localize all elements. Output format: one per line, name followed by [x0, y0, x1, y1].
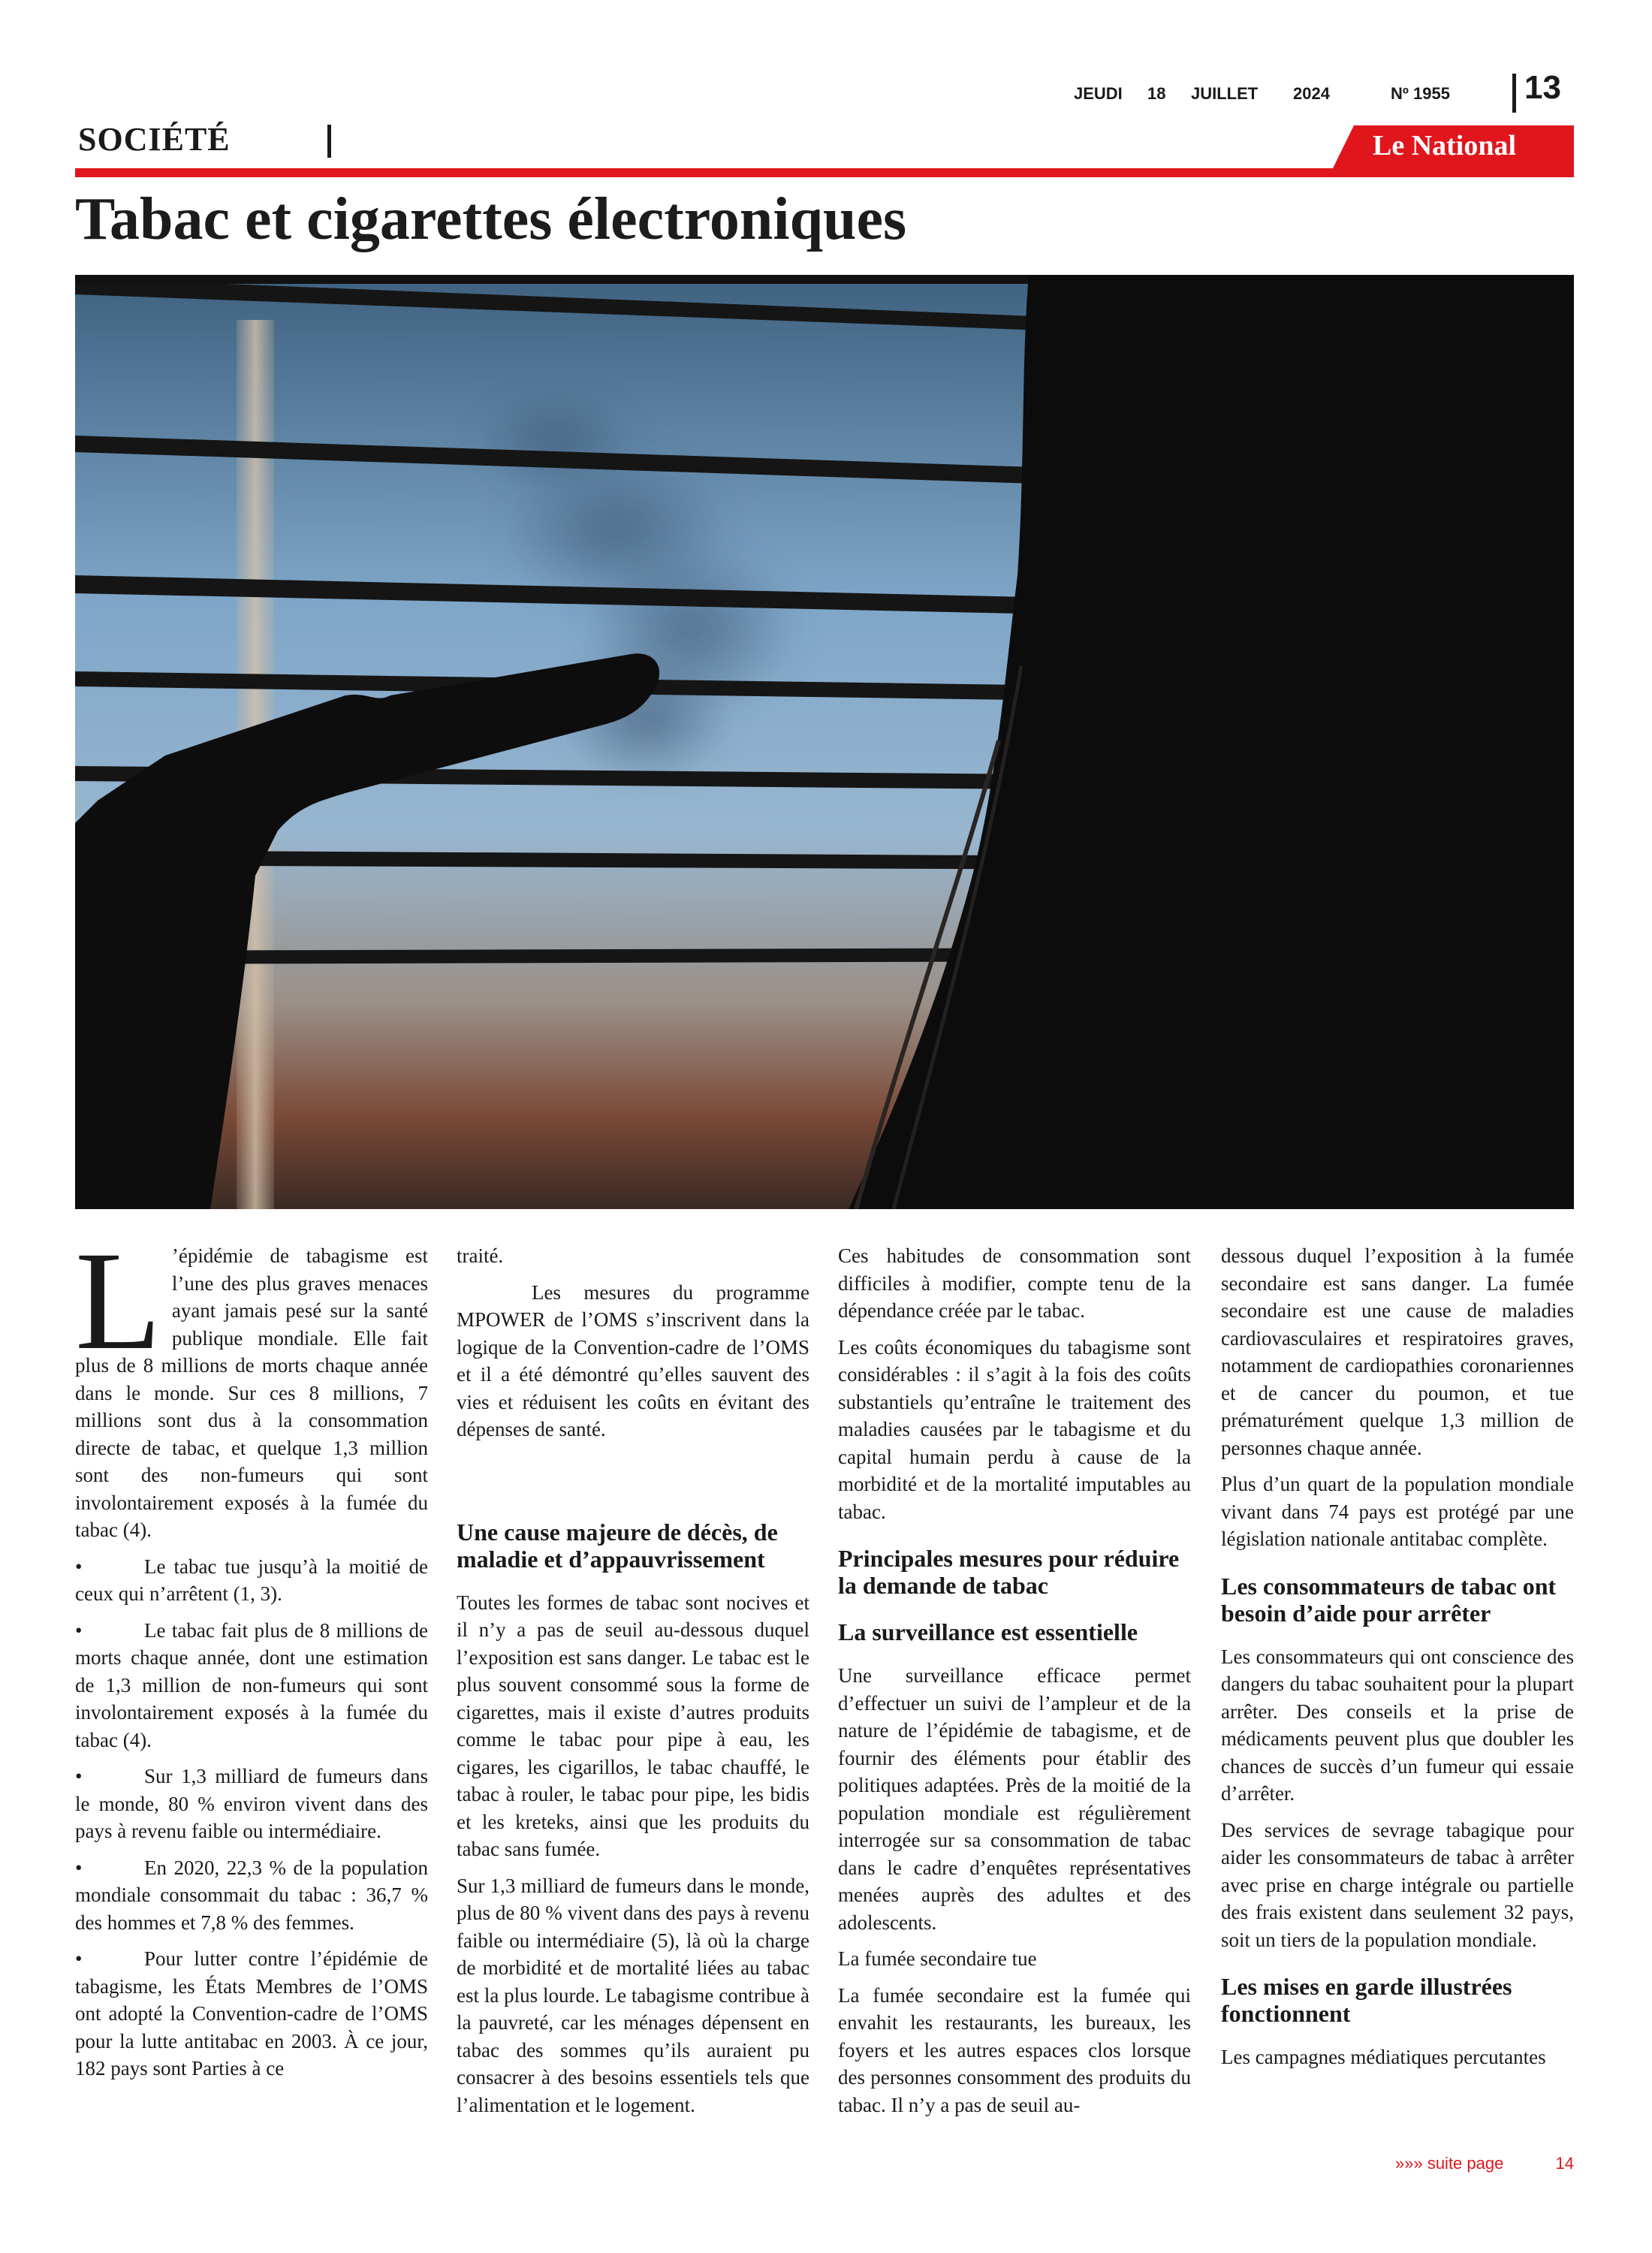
bullet-icon: • [75, 1856, 83, 1879]
article-column-2 [457, 1242, 809, 2128]
subheading: Les consommateurs de tabac ont besoin d’aide pour arrêter [1221, 1572, 1557, 1627]
paragraph: Des services de sevrage tabagique pour aider les consommateurs de tabac à arrêter avec prise en charge intégrale ou partielle des frais existent dans seulement 32 pays, soit un tiers de la population mondiale. [1221, 1818, 1574, 1951]
date-number: 18 [1147, 84, 1166, 103]
bullet-item: • Pour lutter contre l’épidémie de tabagisme, les États Membres de l’OMS ont adopté la Convention-cadre de l’OMS pour la lutte antitabac en 2003. À ce jour, 182 pays sont Parties à ce [75, 1945, 428, 2083]
article-column-3 [838, 1242, 1191, 2128]
continued-page-number: 14 [1555, 2154, 1574, 2173]
article-column-4 [1221, 1242, 1574, 2080]
paragraph: Ces habitudes de consommation sont difficiles à modifier, compte tenu de la dépendance créée par le tabac. [838, 1244, 1191, 1322]
paragraph: Sur 1,3 milliard de fumeurs dans le monde, plus de 80 % vivent dans des pays à revenu faible ou intermédiaire (5), là où la charge de morbidité et de mortalité liées au tabac est la plus lourde. Le tabagisme contribue à la pauvreté, car les ménages dépensent en tabac des sommes qu’ils auraient pu consacrer à des besoins essentiels tels que l’alimentation et le logement. [457, 1874, 809, 2116]
header-rule [75, 168, 1574, 177]
newspaper-brand: Le National [1373, 130, 1517, 161]
paragraph: La fumée secondaire tue [838, 1947, 1037, 1970]
issue-date [1051, 84, 1517, 110]
date-month: JUILLET [1191, 84, 1259, 103]
bullet-item: • Sur 1,3 milliard de fumeurs dans le monde, 80 % environ vivent dans des pays à revenu faible ou intermédiaire. [75, 1763, 428, 1845]
page-number-divider [1512, 74, 1516, 113]
continued-label: »»» suite page [1395, 2154, 1504, 2173]
page-number: 13 [1524, 69, 1561, 106]
bullet-item: • Le tabac tue jusqu’à la moitié de ceux qui n’arrêtent (1, 3). [75, 1553, 428, 1608]
subheading: Une cause majeure de décès, de maladie et d’appauvrissement [457, 1518, 778, 1573]
paragraph: La fumée secondaire est la fumée qui envahit les restaurants, les bureaux, les foyers et les autres espaces clos lorsque des personnes consomment des produits du tabac. Il n’y a pas de seuil au- [838, 1983, 1191, 2116]
paragraph: dessous duquel l’exposition à la fumée secondaire est sans danger. La fumée secondaire est une cause de maladies cardiovasculaires et respiratoires graves, notamment de cardiopathies coronariennes et de cancer du poumon, et tue prématurément quelque 1,3 million de personnes chaque année. [1221, 1244, 1574, 1459]
intro-text: ’épidémie de tabagisme est l’une des plus graves menaces ayant jamais pesé sur la santé publique mondiale. Elle fait plus de 8 millions de morts chaque année dans le monde. Sur ces 8 millions, 7 millions sont dus à la consommation directe de tabac, et quelque 1,3 million sont des non-fumeurs qui sont involontairement exposés à la fumée du tabac (4). [75, 1244, 428, 1541]
intro-paragraph [75, 1222, 428, 1544]
date-year: 2024 [1293, 84, 1330, 103]
subheading: La surveillance est essentielle [838, 1618, 1138, 1645]
article-photo [75, 275, 1574, 1209]
subheading: Les mises en garde illustrées fonctionnent [1221, 1973, 1512, 2027]
paragraph: Les consommateurs qui ont conscience des dangers du tabac souhaitent pour la plupart arrêter. Des conseils et la prise de médicaments peuvent plus que doubler les chances de succès d’un fumeur qui essaie d’arrêter. [1221, 1645, 1574, 1805]
date-day: JEUDI [1074, 84, 1123, 103]
paragraph: Une surveillance efficace permet d’effectuer un suivi de l’ampleur et de la nature de l’épidémie de tabagisme, et de fournir des éléments pour établir des politiques adaptées. Près de la moitié de la population mondiale est régulièrement interrogée sur sa consommation de tabac dans le cadre d’enquêtes représentatives menées auprès des adultes et des adolescents. [838, 1664, 1191, 1934]
paragraph: Les mesures du programme MPOWER de l’OMS s’inscrivent dans la logique de la Convention-cadre de l’OMS et il a été démontré qu’elles sauvent des vies et réduisent les coûts en évitant des dépenses de santé. [457, 1280, 809, 1440]
rubric-divider [327, 125, 331, 158]
bullet-item: • Le tabac fait plus de 8 millions de morts chaque année, dont une estimation de 1,3 million de non-fumeurs qui sont involontairement exposés à la fumée du tabac (4). [75, 1617, 428, 1754]
drop-cap: L [75, 1222, 161, 1379]
article-column-1 [75, 1222, 428, 2092]
issue-number: Nº 1955 [1391, 84, 1450, 103]
bullet-icon: • [75, 1555, 83, 1578]
section-rubric: SOCIÉTÉ [78, 121, 231, 158]
paragraph: traité. [457, 1244, 504, 1267]
paragraph: Les campagnes médiatiques percutantes [1221, 2046, 1546, 2068]
bullet-item: • En 2020, 22,3 % de la population mondiale consommait du tabac : 36,7 % des hommes et 7,8 % des femmes. [75, 1854, 428, 1937]
bullet-icon: • [75, 1765, 83, 1787]
continued-on-page-link[interactable] [1395, 2154, 1574, 2173]
subheading: Principales mesures pour réduire la demande de tabac [838, 1545, 1180, 1599]
bullet-icon: • [75, 1947, 83, 1970]
paragraph: Plus d’un quart de la population mondiale vivant dans 74 pays est protégé par une législation nationale antitabac complète. [1221, 1473, 1574, 1550]
paragraph: Les coûts économiques du tabagisme sont considérables : il s’agit à la fois des coûts substantiels qu’entraîne le traitement des maladies causées par le tabagisme et du capital humain perdu à cause de la morbidité et de la mortalité imputables au tabac. [838, 1335, 1191, 1523]
headline: Tabac et cigarettes électroniques [75, 186, 907, 252]
paragraph: Toutes les formes de tabac sont nocives et il n’y a pas de seuil au-dessous duquel l’exposition est sans danger. Le tabac est le plus souvent consommé sous la forme de cigarettes, mais il existe d’autres produits comme le tabac pour pipe à eau, les cigares, les cigarillos, le tabac chauffé, le tabac à rouler, le tabac pour pipe, les bidis et les kreteks, ainsi que les produits du tabac sans fumée. [457, 1591, 809, 1860]
bullet-icon: • [75, 1618, 83, 1642]
